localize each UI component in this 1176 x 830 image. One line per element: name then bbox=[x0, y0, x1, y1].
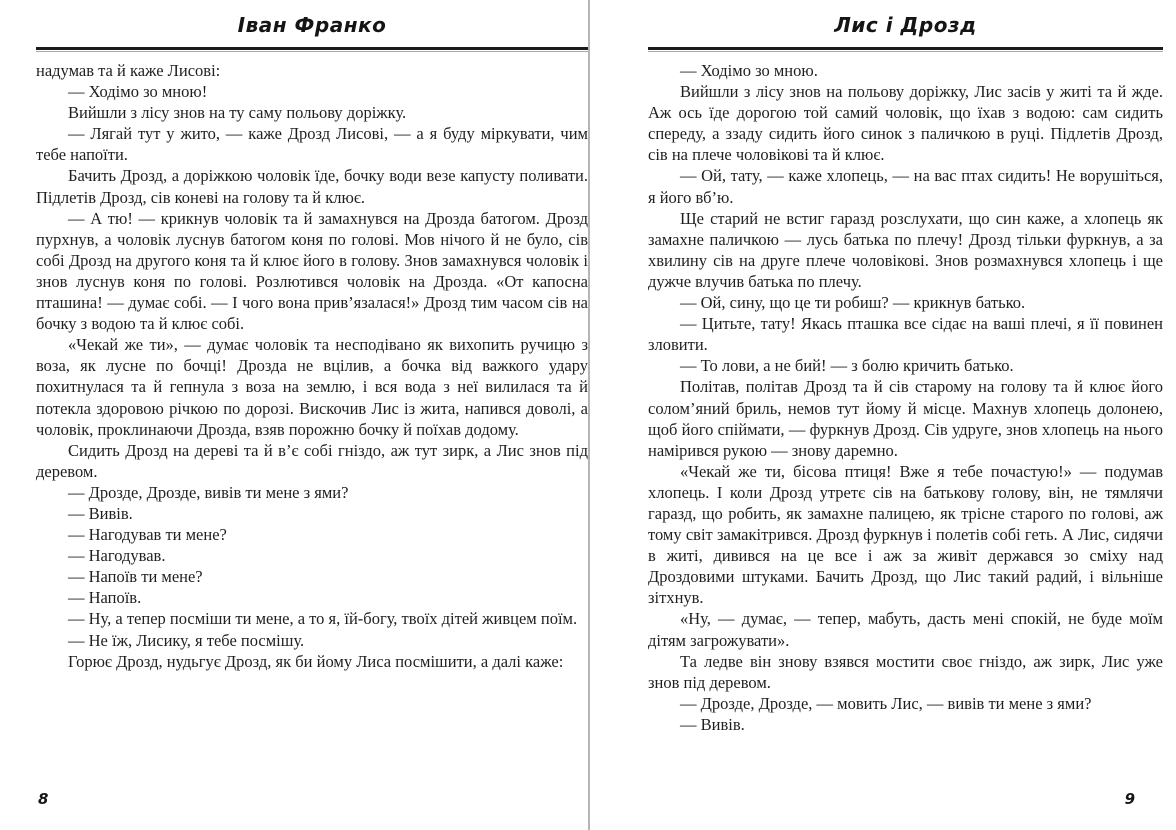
paragraph: — А тю! — крикнув чоловік та й замахнувся на Дрозда батогом. Дрозд пурхнув, а чоловік луснув батогом коня по голові. Мов нічого й не було, сів собі Дрозд на другого коня та й клює його в голову. Знов замахнувся чоловік і знов луснув коня по голові. Розлютився чоловік на Дрозда. «От капосна пташина! — думає собі. — І чого вона прив’язалася!» Дрозд тим часом сів на бочку з водою та й клює собі. bbox=[36, 208, 588, 334]
paragraph: Політав, політав Дрозд та й сів старому на голову та й клює його солом’яний бриль, немов тут йому й місце. Махнув хлопець долонею, щоб його спіймати, — фуркнув Дрозд. Сів удруге, знов хлопець на нього намірився рукою — знову даремно. bbox=[648, 377, 1163, 460]
paragraph: — Ходімо зо мною! bbox=[68, 82, 208, 102]
paragraph: — Нагодував ти мене? bbox=[68, 525, 227, 545]
paragraph: — Напоїв ти мене? bbox=[68, 567, 203, 587]
page-number-left: 8 bbox=[38, 790, 49, 808]
paragraph: — Вивів. bbox=[68, 503, 133, 523]
paragraph: «Ну, — думає, — тепер, мабуть, дасть мені спокій, не буде моїм дітям загрожувати». bbox=[648, 609, 1163, 650]
page-number-right: 9 bbox=[1124, 790, 1135, 808]
paragraph: — Ой, сину, що це ти робиш? — крикнув батько. bbox=[680, 293, 1026, 313]
paragraph: «Чекай же ти, бісова птиця! Вже я тебе почастую!» — подумав хлопець. І коли Дрозд утретє сів на батькову голову, він, не тямлячи гаразд, що робить, як замахне палицею, як трісне старого по голові, аж тому світ замакітрився. Дрозд фуркнув і полетів собі геть. А Лис, сидячи в житі, дивився на це все і аж за живіт держався зо сміху над Дроздовими штуками. Бачить Дрозд, що Лис такий радий, і вільніше зітхнув. bbox=[648, 461, 1163, 608]
paragraph: Сидить Дрозд на дереві та й в’є собі гніздо, аж тут зирк, а Лис знов під деревом. bbox=[36, 440, 588, 481]
header-rule bbox=[36, 47, 588, 55]
paragraph: — Ну, а тепер посміши ти мене, а то я, їй-богу, твоїх дітей живцем поїм. bbox=[68, 609, 578, 629]
header-rule-dark-line bbox=[648, 47, 1163, 50]
paragraph: Ще старий не встиг гаразд розслухати, що син каже, а хлопець як замахне паличкою — лусь батька по плечу! Дрозд тільки фуркнув, а за хвилину сів на друге плече чоловікові. Знов розмахнувся хлопець і ще дужче влучив батька по плечу. bbox=[648, 208, 1163, 291]
page-body-left bbox=[36, 60, 588, 672]
paragraph: — Дрозде, Дрозде, вивів ти мене з ями? bbox=[68, 482, 349, 502]
page-left bbox=[36, 0, 588, 830]
paragraph: Та ледве він знову взявся мостити своє гніздо, аж зирк, Лис уже знов під деревом. bbox=[648, 651, 1163, 692]
paragraph: Горює Дрозд, нудьгує Дрозд, як би йому Лиса посмішити, а далі каже: bbox=[68, 651, 564, 671]
running-head-author: Іван Франко bbox=[237, 13, 387, 37]
page-gutter-divider bbox=[588, 0, 590, 830]
paragraph: — Вивів. bbox=[680, 714, 745, 734]
paragraph: Вийшли з лісу знов на ту саму польову доріжку. bbox=[68, 103, 407, 123]
paragraph: — Дрозде, Дрозде, — мовить Лис, — вивів ти мене з ями? bbox=[680, 693, 1092, 713]
header-rule-light-line bbox=[36, 51, 588, 52]
page-right bbox=[648, 0, 1163, 830]
header-rule-light-line bbox=[648, 51, 1163, 52]
paragraph: — Ой, тату, — каже хлопець, — на вас птах сидить! Не ворушіться, я його вб’ю. bbox=[648, 166, 1163, 207]
paragraph: — То лови, а не бий! — з болю кричить батько. bbox=[680, 356, 1014, 376]
paragraph: Вийшли з лісу знов на польову доріжку, Лис засів у житі та й жде. Аж ось їде дорогою той самий чоловік, що їхав з водою: сам сидить спереду, а ззаду сидить його синок з паличкою в руці. Підлетів Дрозд, сів на плече чоловікові та й клює. bbox=[648, 82, 1163, 165]
paragraph: — Напоїв. bbox=[68, 588, 142, 608]
paragraph: — Цитьте, тату! Якась пташка все сідає на ваші плечі, я її повинен зловити. bbox=[648, 314, 1163, 355]
paragraph: — Лягай тут у жито, — каже Дрозд Лисові, — а я буду міркувати, чим тебе напоїти. bbox=[36, 124, 588, 165]
paragraph: надумав та й каже Лисові: bbox=[36, 61, 221, 80]
paragraph: — Нагодував. bbox=[68, 546, 166, 566]
header-rule-dark-line bbox=[36, 47, 588, 50]
paragraph: «Чекай же ти», — думає чоловік та несподівано як вихопить ручицю з воза, як лусне по бочці! Дрозда не вцілив, а бочка від важкого удару похитнулася та й гепнула з воза на землю, і вся вода з неї вилилася та й потекла здоровою річкою по дорозі. Вискочив Лис із жита, напився доволі, а чоловік, проклинаючи Дрозда, взяв порожню бочку й поїхав додому. bbox=[36, 335, 588, 439]
paragraph: Бачить Дрозд, а доріжкою чоловік їде, бочку води везе капусту поливати. Підлетів Дрозд, сів коневі на голову та й клює. bbox=[36, 166, 588, 207]
paragraph: — Ходімо зо мною. bbox=[680, 61, 818, 80]
header-rule bbox=[648, 47, 1163, 55]
running-head-title: Лис і Дрозд bbox=[834, 13, 977, 37]
paragraph: — Не їж, Лисику, я тебе посмішу. bbox=[68, 630, 305, 650]
page-body-right bbox=[648, 60, 1163, 735]
